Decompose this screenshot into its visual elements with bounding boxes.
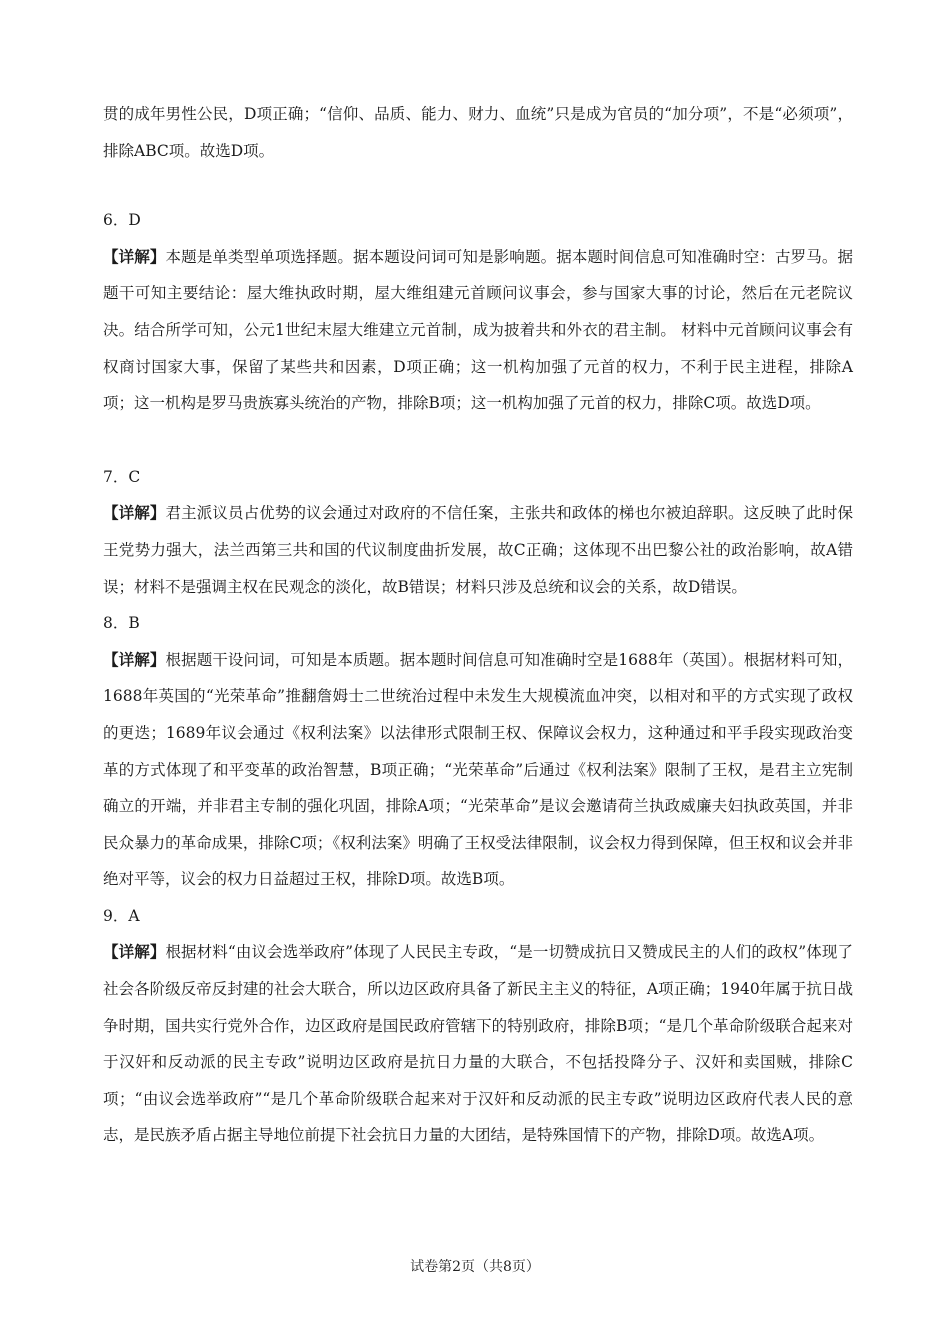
- question-6: [103, 202, 853, 422]
- question-7: [103, 459, 853, 605]
- detail-tag: 【详解】: [103, 504, 166, 523]
- question-9-number: 9．A: [103, 906, 140, 925]
- question-6-text: 本题是单类型单项选择题。据本题设问词可知是影响题。据本题时间信息可知准确时空：古罗马。据题干可知主要结论：屋大维执政时期，屋大维组建元首顾问议事会，参与国家大事的讨论，然后在元老院议决。结合所学可知，公元1世纪末屋大维建立元首制，成为披着共和外衣的君主制。 材料中元首顾问议事会有权商讨国家大事，保留了某些共和因素，D项正确；这一机构加强了元首的权力，不利于民主进程，排除A项；这一机构是罗马贵族寡头统治的产物，排除B项；这一机构加强了元首的权力，排除C项。故选D项。: [103, 247, 853, 413]
- question-8-number: 8．B: [103, 614, 140, 633]
- question-8: [103, 605, 853, 898]
- detail-tag: 【详解】: [103, 943, 166, 962]
- intro-paragraph: 贯的成年男性公民，D项正确；“信仰、品质、能力、财力、血统”只是成为官员的“加分项”，不是“必须项”，排除ABC项。故选D项。: [103, 105, 853, 160]
- question-9-text: 根据材料“由议会选举政府”体现了人民民主专政，“是一切赞成抗日又赞成民主的人们的政权”体现了社会各阶级反帝反封建的社会大联合，所以边区政府具备了新民主主义的特征，A项正确；1940年属于抗日战争时期，国共实行党外合作，边区政府是国民政府管辖下的特别政府，排除B项；“是几个革命阶级联合起来对于汉奸和反动派的民主专政”说明边区政府是抗日力量的大联合，不包括投降分子、汉奸和卖国贼，排除C项；“由议会选举政府”“是几个革命阶级联合起来对于汉奸和反动派的民主专政”说明边区政府代表人民的意志，是民族矛盾占据主导地位前提下社会抗日力量的大团结，是特殊国情下的产物，排除D项。故选A项。: [103, 943, 853, 1145]
- detail-tag: 【详解】: [103, 650, 166, 669]
- question-6-number: 6．D: [103, 211, 141, 230]
- question-7-explanation: [103, 495, 853, 605]
- question-6-explanation: [103, 239, 853, 422]
- question-7-number: 7．C: [103, 467, 141, 486]
- answer-page: [103, 96, 853, 1154]
- detail-tag: 【详解】: [103, 247, 166, 266]
- question-9-explanation: [103, 934, 853, 1154]
- question-9: [103, 898, 853, 1154]
- page-footer: 试卷第2页（共8页）: [410, 1259, 540, 1275]
- question-8-explanation: [103, 642, 853, 898]
- question-8-text: 根据题干设问词，可知是本质题。据本题时间信息可知准确时空是1688年（英国）。根据材料可知，1688年英国的“光荣革命”推翻詹姆士二世统治过程中未发生大规模流血冲突，以相对和平的方式实现了政权的更迭；1689年议会通过《权利法案》以法律形式限制王权、保障议会权力，这种通过和平手段实现政治变革的方式体现了和平变革的政治智慧，B项正确；“光荣革命”后通过《权利法案》限制了王权，是君主立宪制确立的开端，并非君主专制的强化巩固，排除A项；“光荣革命”是议会邀请荷兰执政威廉夫妇执政英国，并非民众暴力的革命成果，排除C项；《权利法案》明确了王权受法律限制，议会权力得到保障，但王权和议会并非绝对平等，议会的权力日益超过王权，排除D项。故选B项。: [103, 650, 853, 889]
- question-7-text: 君主派议员占优势的议会通过对政府的不信任案，主张共和政体的梯也尔被迫辞职。这反映了此时保王党势力强大，法兰西第三共和国的代议制度曲折发展，故C正确；这体现不出巴黎公社的政治影响，故A错误；材料不是强调主权在民观念的淡化，故B错误；材料只涉及总统和议会的关系，故D错误。: [103, 504, 853, 596]
